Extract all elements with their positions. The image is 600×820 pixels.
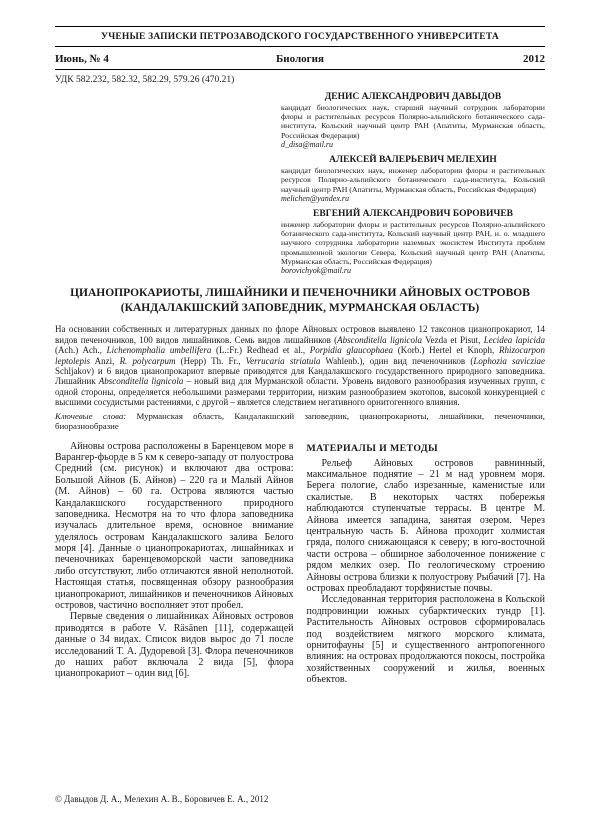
issue-number: Июнь, № 4 — [55, 53, 109, 65]
author-block — [281, 92, 545, 150]
keywords-list: Мурманская область, Кандалакшский заповедник, цианопрокариоты, лишайники, печеночники, биоразнообразие — [55, 410, 545, 432]
copyright-line: © Давыдов Д. А., Мелехин А. В., Боровичев Е. А., 2012 — [55, 794, 269, 804]
author-affiliation: кандидат биологических наук, старший научный сотрудник лаборатории флоры и растительных ресурсов Полярно-альпийского ботанического сада-института, Кольский научный центр РАН (Апатиты, Мурманская область, Российская Федерация) — [281, 103, 545, 140]
body-paragraph: Первые сведения о лишайниках Айновых островов приводятся в работе V. Räsänen [11], содержащей данные о 34 видах. Список видов вырос до 71 после исследований Т. А. Дудоревой [3]. Флора печеночников до наших работ включала 2 вида [5], флора цианопрокариот – один вид [6]. — [55, 611, 294, 680]
keywords-label: Ключевые слова: — [55, 410, 127, 421]
body-paragraph: Айновы острова расположены в Баренцевом море в Варангер-фьорде в 5 км к северо-западу от полуострова Средний (см. рисунок) и включают два острова: Большой Айнов (Б. Айнов) – 220 га и Малый Айнов (М. Айнов) – 60 га. Острова являются частью Кандалакшского государственного природного заповедника. Несмотря на то что флора заповедника изучалась длительное время, основное внимание уделялось островам Кандалакшского залива Белого моря [4]. Данные о цианопрокариотах, лишайниках и печеночниках баренцевоморской части заповедника либо отсутствуют, либо отличаются явной неполнотой. Настоящая статья, посвященная обзору разнообразия цианопрокариот, лишайников и печеночников Айновых островов, частично восполняет этот пробел. — [55, 440, 294, 612]
article-title-line-1: ЦИАНОПРОКАРИОТЫ, ЛИШАЙНИКИ И ПЕЧЕНОЧНИКИ АЙНОВЫХ ОСТРОВОВ — [70, 287, 530, 300]
author-block — [281, 209, 545, 276]
author-affiliation: кандидат биологических наук, инженер лаборатории флоры и растительных ресурсов Полярно-альпийского ботанического сада-института, Кольский научный центр РАН (Апатиты, Мурманская область, Российская Федерация) — [281, 166, 545, 194]
article-title — [55, 286, 545, 316]
issue-info-row — [55, 47, 545, 70]
author-name: ЕВГЕНИЙ АЛЕКСАНДРОВИЧ БОРОВИЧЕВ — [312, 209, 514, 220]
author-name: АЛЕКСЕЙ ВАЛЕРЬЕВИЧ МЕЛЕХИН — [329, 155, 497, 166]
author-affiliation: инженер лаборатории флоры и растительных ресурсов Полярно-альпийского ботанического сада-института, Кольский научный центр РАН, и. о. младшего научного сотрудника лаборатории наземных экосистем Института проблем промышленной экологии Севера, Кольский научный центр РАН (Апатиты, Мурманская область, Российская Федерация) — [281, 220, 545, 266]
body-columns — [55, 441, 545, 686]
body-paragraph: Исследованная территория расположена в Кольской подпровинции южных субарктических тундр [1]. Растительность Айновых островов сформировалась под воздействием мягкого морского климата, орнитофауны [5] и существенного антропогенного влияния: на островах продолжаются покосы, постройка хозяйственных сооружений и жилья, военных объектов. — [306, 594, 545, 686]
body-paragraph: Рельеф Айновых островов равнинный, максимальное поднятие – 21 м над уровнем моря. Берега пологие, слабо изрезанные, каменистые или скалистые. В некоторых частях побережья наблюдаются ступенчатые террасы. В центре М. Айнова имеется западина, занятая озером. Через центральную часть Б. Айнова проходит холмистая гряда, полого снижающаяся к северу; в юго-восточной части острова – обширное заболоченное понижение с рядом мелких озер. По геологическому строению Айновы острова близки к полуострову Рыбачий [7]. На островах преобладают торфянистые почвы. — [306, 457, 545, 594]
issue-section: Биология — [276, 53, 324, 65]
authors-block — [281, 92, 545, 276]
journal-title: УЧЕНЫЕ ЗАПИСКИ ПЕТРОЗАВОДСКОГО ГОСУДАРСТВЕННОГО УНИВЕРСИТЕТА — [55, 26, 545, 47]
abstract-text: На основании собственных и литературных данных по флоре Айновых островов выявлено 12 таксонов цианопрокариот, 14 видов печеночников, 100 видов лишайников. Семь видов лишайников (Absconditella lignicola Vezda et Pisut, Lecidea lapicida (Ach.) Ach., Lichenomphalia umbellifera (L.:Fr.) Redhead et al., Porpidia glaucophaea (Korb.) Hertel et Knoph, Rhizocarpon leptolepis Anzi, R. polycarpum (Hepp) Th. Fr., Verrucaria striatula Wahlenb.), один вид печеночников (Lophozia savicziae Schljakov) и 6 видов цианопрокариот впервые приводятся для Кандалакшского государственного природного заповедника. Лишайник Absconditella lignicola – новый вид для Мурманской области. Уровень видового разнообразия изученных групп, с одной стороны, определяется небольшими размерами территории, низким разнообразием экотопов, высокой конкуренцией с высшими сосудистыми растениями, с другой – является следствием негативного орнитогенного влияния. — [55, 324, 545, 408]
author-block — [281, 155, 545, 204]
issue-year: 2012 — [522, 53, 545, 65]
left-column — [55, 441, 294, 686]
author-name: ДЕНИС АЛЕКСАНДРОВИЧ ДАВЫДОВ — [324, 92, 502, 102]
right-column — [307, 441, 546, 686]
author-email: melichen@yandex.ru — [281, 193, 349, 203]
author-email: d_disa@mail.ru — [281, 139, 334, 149]
section-heading-materials-methods: МАТЕРИАЛЫ И МЕТОДЫ — [306, 442, 439, 454]
udc-code: УДК 582.232, 582.32, 582.29, 579.26 (470.21) — [55, 75, 235, 85]
article-title-line-2: (КАНДАЛАКШСКИЙ ЗАПОВЕДНИК, МУРМАНСКАЯ ОБЛАСТЬ) — [120, 302, 480, 315]
keywords-line — [55, 411, 545, 432]
author-email: borovichyok@mail.ru — [281, 266, 351, 276]
